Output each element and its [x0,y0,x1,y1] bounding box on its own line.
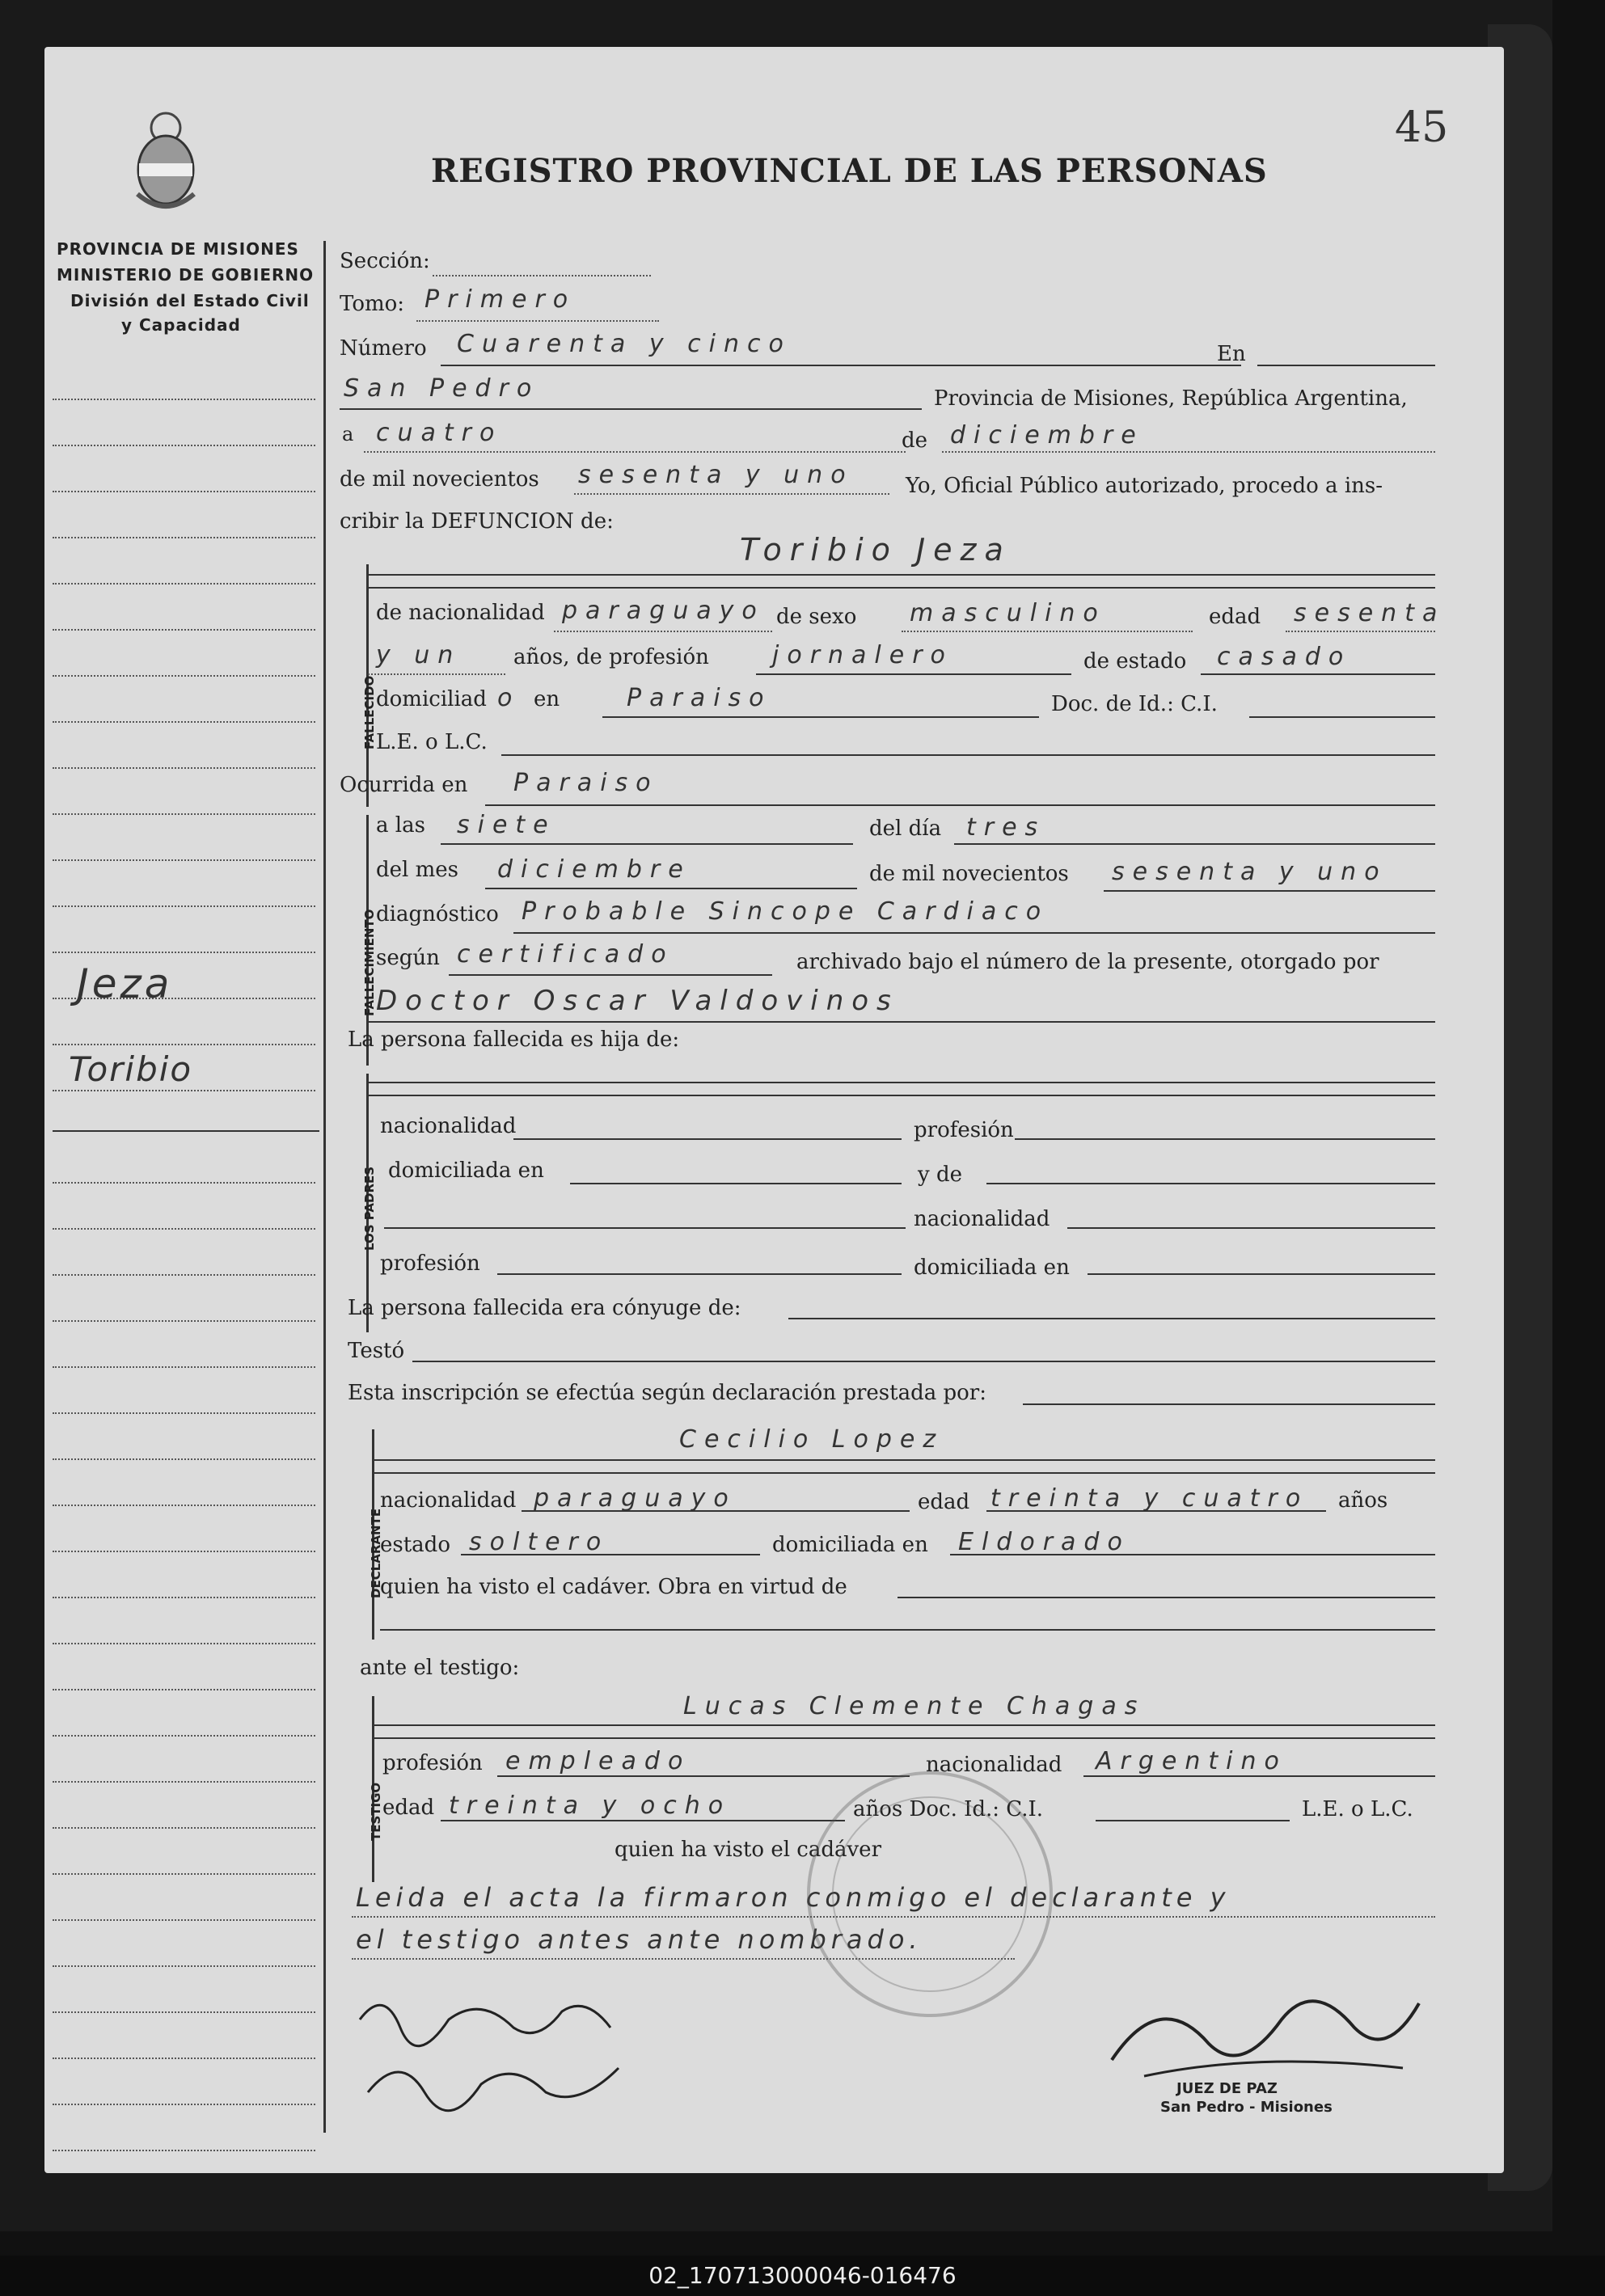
label-inscripcion: Esta inscripción se efectúa según declaración prestada por: [348,1381,986,1405]
label-tomo: Tomo: [340,292,405,316]
line-mes [942,451,1435,453]
line-le-lc [501,754,1435,756]
margin-dotted-line [53,1044,315,1045]
margin-dotted-line [53,952,315,953]
value-decl-edad: treinta y cuatro [990,1484,1309,1513]
margin-dotted-line [53,1873,315,1875]
margin-dotted-line [53,1965,315,1967]
label-cribir: cribir la DEFUNCION de: [340,509,614,534]
line-dia [364,451,906,453]
line-medico [368,1021,1435,1023]
value-medico: Doctor Oscar Valdovinos [376,985,899,1017]
line-profesion [756,673,1071,675]
section-fallecimiento: FALLECIMIENTO [362,909,377,1016]
label-anos-doc: años Doc. Id.: C.I. [853,1797,1044,1821]
label-le-lc: L.E. o L.C. [376,730,488,754]
label-testo: Testó [348,1339,405,1363]
line-estado [1201,673,1435,675]
page-number: 45 [1395,103,1449,152]
value-dia-fall: tres [966,813,1046,842]
value-hora: siete [457,811,556,839]
line-obra-2 [380,1629,1435,1631]
line-domiciliada-p1 [570,1183,902,1184]
margin-dotted-line [53,2150,315,2151]
line-conyuge [788,1318,1435,1319]
value-test-edad: treinta y ocho [449,1792,732,1820]
value-domicilio-sufijo: o [497,684,521,712]
value-decl-domicilio: Eldorado [958,1528,1130,1556]
label-quien-visto: quien ha visto el cadáver. Obra en virtud de [380,1575,847,1599]
line-nombre-2 [368,587,1435,589]
line-nacionalidad [554,631,772,632]
line-mes-fall [485,888,857,889]
margin-dotted-line [53,445,315,446]
line-hora [441,843,853,845]
value-sexo: masculino [910,599,1106,627]
margin-dotted-line [53,2058,315,2059]
line-domiciliada-p2 [1088,1273,1435,1275]
value-edad1: sesenta [1294,599,1446,627]
section-fallecido: FALLECIDO [362,675,377,749]
line-testigo-2 [372,1737,1435,1739]
issuer-line-4: y Capacidad [121,315,241,335]
line-ocurrida [485,804,1435,806]
value-mes: diciembre [950,421,1144,449]
label-de: de [902,428,928,453]
margin-dotted-line [53,675,315,677]
line-test-nac [1083,1775,1435,1777]
value-edad2: y un [376,641,462,669]
document-page [44,47,1504,2173]
line-dia-fall [954,843,1435,845]
line-tomo [416,320,659,322]
label-archivado: archivado bajo el número de la presente, otorgado por [796,950,1379,974]
label-en: En [1217,342,1246,366]
label-a: a [342,423,354,445]
line-testo [412,1361,1435,1362]
line-numero [441,365,1241,366]
label-profesion-p1: profesión [914,1118,1014,1142]
label-conyuge: La persona fallecida era cónyuge de: [348,1296,741,1320]
margin-dotted-line [53,1919,315,1921]
label-del-dia: del día [869,817,942,841]
margin-dotted-line [53,583,315,585]
value-test-prof: empleado [505,1747,691,1775]
label-nacionalidad-t: nacionalidad [926,1753,1062,1777]
image-id-footer: 02_170713000046-016476 [0,2256,1605,2296]
line-decl-edad [986,1510,1326,1512]
line-test-doc [1096,1820,1290,1821]
margin-dotted-line [53,537,315,538]
margin-dotted-line [53,1182,315,1184]
line-anio [574,493,889,495]
label-edad-d: edad [918,1490,970,1514]
value-estado: casado [1217,643,1352,671]
seal-label-2: San Pedro - Misiones [1160,2099,1333,2116]
label-nacionalidad-p1: nacionalidad [380,1114,517,1138]
margin-dotted-line [53,2011,315,2013]
value-test-nac: Argentino [1096,1747,1287,1775]
official-seal [796,1761,1063,2028]
value-decl-nac: paraguayo [534,1484,737,1513]
margin-dotted-line [53,1412,315,1414]
value-anio-fall: sesenta y uno [1112,858,1387,886]
label-domiciliada-p2: domiciliada en [914,1256,1070,1280]
margin-dotted-line [53,1274,315,1276]
line-diagnostico [513,932,1435,934]
label-quien-visto-2: quien ha visto el cadáver [615,1838,882,1862]
label-domiciliada-d: domiciliada en [772,1533,928,1557]
value-nombre: Toribio Jeza [740,532,1012,568]
margin-surname: Jeza [77,960,173,1007]
margin-dotted-line [53,859,315,861]
line-anio-fall [1104,890,1435,892]
line-testigo [372,1724,1435,1726]
label-profesion-t: profesión [382,1751,483,1775]
line-certificado [449,974,772,976]
label-edad-t: edad [382,1796,435,1820]
margin-rule [323,241,326,2133]
line-seccion [433,275,651,276]
line-domicilio [602,716,1039,718]
margin-dotted-line [53,1551,315,1552]
margin-dotted-line [53,767,315,769]
value-lugar: San Pedro [344,374,540,403]
value-tomo: Primero [424,285,577,314]
margin-dotted-line [53,491,315,492]
label-anos-d: años [1338,1488,1388,1513]
label-y-de: y de [918,1163,962,1187]
margin-dotted-line [53,1781,315,1783]
margin-dotted-line [53,1366,315,1368]
label-anos-prof: años, de profesión [513,645,709,669]
line-madre-nombre [384,1227,906,1229]
value-declarante: Cecilio Lopez [679,1425,944,1454]
signature-declarante [352,1987,740,2141]
line-inscripcion [1023,1403,1435,1405]
line-test-edad [441,1820,845,1821]
value-testigo: Lucas Clemente Chagas [683,1692,1146,1720]
value-numero: Cuarenta y cinco [457,330,792,358]
margin-dotted-line [53,1689,315,1690]
margin-underline [53,1130,319,1132]
line-declarante [372,1459,1435,1461]
margin-dotted-line [53,1735,315,1737]
margin-dotted-line [53,629,315,631]
line-profesion-p1 [1015,1138,1435,1140]
line-edad1 [1286,631,1435,632]
label-hija: La persona fallecida es hija de: [348,1028,680,1052]
label-ocurrida: Ocurrida en [340,773,468,797]
line-en [1257,365,1435,366]
margin-dotted-line [53,2104,315,2105]
issuer-line-1: PROVINCIA DE MISIONES [57,239,299,259]
label-segun: según [376,946,440,970]
value-cierre-2: el testigo antes ante nombrado. [356,1924,923,1955]
margin-dotted-line [53,399,315,400]
line-lugar [340,408,922,410]
label-yo: Yo, Oficial Público autorizado, procedo a ins- [906,474,1383,498]
label-ante-testigo: ante el testigo: [360,1656,520,1680]
label-numero: Número [340,336,427,361]
value-ocurrida: Paraiso [513,769,659,797]
label-de-mil: de mil novecientos [340,467,539,492]
line-profesion-p2 [497,1273,902,1275]
margin-dotted-line [53,1228,315,1230]
value-anio: sesenta y uno [578,461,854,489]
label-doc: Doc. de Id.: C.I. [1051,692,1218,716]
line-y-de [986,1183,1435,1184]
value-cierre-1: Leida el acta la firmaron conmigo el declarante y [356,1882,1231,1913]
line-edad2 [368,673,505,675]
label-del-mes: del mes [376,858,458,882]
margin-dotted-line [53,1827,315,1829]
label-estado: de estado [1083,649,1187,673]
value-mes-fall: diciembre [497,855,691,884]
label-le-lc-t: L.E. o L.C. [1302,1797,1413,1821]
seal-label: JUEZ DE PAZ [1176,2080,1278,2097]
margin-dotted-line [53,1505,315,1506]
line-decl-nac [522,1510,910,1512]
margin-given-name: Toribio [69,1049,193,1089]
label-seccion: Sección: [340,249,430,273]
label-provincia: Provincia de Misiones, República Argentina, [934,386,1408,411]
page-title: REGISTRO PROVINCIAL DE LAS PERSONAS [431,152,1268,190]
line-nombre [368,574,1435,576]
line-padres-2 [368,1095,1435,1096]
label-edad: edad [1209,605,1261,629]
line-sexo [902,631,1193,632]
section-declarante: DECLARANTE [369,1508,383,1598]
label-estado-d: estado [380,1533,450,1557]
margin-dotted-line [53,905,315,907]
label-nacionalidad-de: de nacionalidad [376,601,545,625]
line-decl-domicilio [950,1554,1435,1555]
margin-dotted-line [53,721,315,723]
line-declarante-2 [372,1472,1435,1474]
label-diagnostico: diagnóstico [376,902,499,926]
margin-dotted-line [53,1458,315,1460]
issuer-line-3: División del Estado Civil [70,291,310,310]
label-domiciliada-p1: domiciliada en [388,1159,544,1183]
section-padres: LOS PADRES [362,1166,377,1251]
label-sexo: de sexo [776,605,857,629]
label-domicilio: domiciliad [376,687,487,711]
label-nacionalidad-p2: nacionalidad [914,1207,1050,1231]
margin-dotted-line [53,813,315,815]
value-diagnostico: Probable Sincope Cardiaco [522,897,1050,926]
value-nacionalidad: paraguayo [562,597,765,625]
coat-of-arms-icon [129,105,202,210]
section-testigo: TESTIGO [369,1782,383,1841]
line-decl-estado [461,1554,760,1555]
margin-dotted-line [53,1320,315,1322]
label-nacionalidad-d: nacionalidad [380,1488,517,1513]
margin-dotted-line [53,1643,315,1644]
label-a-las: a las [376,813,425,838]
margin-dotted-line [53,1090,315,1091]
label-profesion-p2: profesión [380,1251,480,1276]
line-obra [898,1597,1435,1598]
line-nacionalidad-p1 [513,1138,902,1140]
margin-dotted-line [53,1597,315,1598]
line-padres-1 [368,1082,1435,1083]
line-nacionalidad-p2 [1067,1227,1435,1229]
label-de-mil-2: de mil novecientos [869,862,1069,886]
value-certificado: certificado [457,940,674,969]
value-profesion: jornalero [772,641,953,669]
value-domicilio: Paraiso [627,684,772,712]
value-decl-estado: soltero [469,1528,610,1556]
label-en-2: en [534,687,560,711]
value-dia: cuatro [376,419,503,447]
issuer-line-2: MINISTERIO DE GOBIERNO [57,265,315,285]
line-doc [1249,716,1435,718]
